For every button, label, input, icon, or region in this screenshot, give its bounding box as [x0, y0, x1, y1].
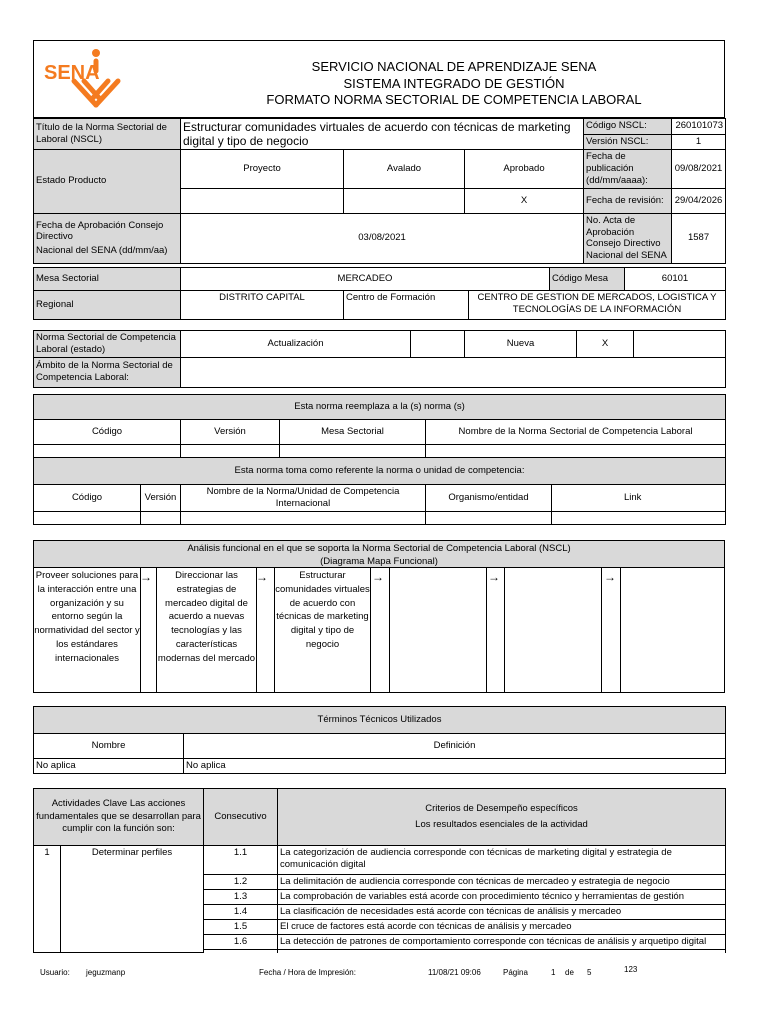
fecha-aprobacion-value: 03/08/2021	[181, 213, 584, 264]
footer-extra: 123	[624, 965, 638, 974]
table-row	[34, 846, 726, 875]
footer-de-label: de	[565, 968, 574, 977]
sena-logo	[40, 47, 152, 115]
header-line-2: SISTEMA INTEGRADO DE GESTIÓN	[343, 76, 565, 91]
nueva-mark: X	[577, 331, 634, 358]
title-value: Estructurar comunidades virtuales de acuerdo con técnicas de marketing digital y tipo de negocio	[181, 119, 584, 150]
centro-value: CENTRO DE GESTION DE MERCADOS, LOGISTICA Y TECNOLOGÍAS DE LA INFORMACIÓN	[469, 291, 726, 320]
function-box-5	[504, 568, 602, 693]
norma-estado-label: Norma Sectorial de Competencia Laboral (estado)	[34, 331, 181, 358]
referente-cell	[34, 511, 141, 524]
function-box-6	[620, 568, 724, 693]
arrow-icon: →	[256, 570, 268, 584]
fecha-revision-value: 29/04/2026	[672, 188, 726, 213]
terminos-title: Términos Técnicos Utilizados	[34, 707, 726, 734]
referente-col-nombre: Nombre de la Norma/Unidad de Competencia Internacional	[181, 485, 426, 512]
fecha-revision-label: Fecha de revisión:	[584, 188, 672, 213]
referente-col-codigo: Código	[34, 485, 141, 512]
function-box-3: Estructurar comunidades virtuales de acuerdo con técnicas de marketing digital y tipo de negocio	[274, 568, 371, 693]
version-label: Versión NSCL:	[584, 134, 672, 150]
consecutivo-cell: 1.3	[204, 890, 278, 905]
header-line-3: FORMATO NORMA SECTORIAL DE COMPETENCIA LABORAL	[266, 92, 642, 107]
regional-label: Regional	[34, 291, 181, 320]
referente-col-link: Link	[552, 485, 726, 512]
reemplaza-cell	[280, 445, 426, 458]
svg-text:SENA: SENA	[44, 62, 100, 84]
criterio-cell: La clasificación de necesidades está acorde con técnicas de análisis y mercadeo	[278, 905, 726, 920]
codigo-mesa-label: Código Mesa	[550, 268, 625, 291]
codigo-label: Código NSCL:	[584, 119, 672, 135]
reemplaza-cell	[34, 445, 181, 458]
reemplaza-title: Esta norma reemplaza a la (s) norma (s)	[34, 395, 726, 420]
criterio-cell: La delimitación de audiencia corresponde con técnicas de mercadeo y estrategia de negocio	[278, 875, 726, 890]
acta-value: 1587	[672, 213, 726, 264]
consecutivo-header: Consecutivo	[204, 789, 278, 846]
reemplaza-cell	[426, 445, 726, 458]
consecutivo-cell: 1.5	[204, 920, 278, 935]
avalado-header: Avalado	[344, 150, 465, 189]
footer-fecha-value: 11/08/21 09:06	[428, 968, 481, 977]
reemplaza-col-codigo: Código	[34, 420, 181, 445]
estado-label: Estado Producto	[34, 150, 181, 214]
fecha-publicacion-value: 09/08/2021	[672, 150, 726, 189]
criterio-cell: La comprobación de variables está acorde con procedimiento técnico y herramientas de gestión	[278, 890, 726, 905]
title-label: Título de la Norma Sectorial de Laboral (NSCL)	[34, 119, 181, 150]
ambito-value	[181, 357, 726, 387]
referente-col-organismo: Organismo/entidad	[426, 485, 552, 512]
norma-table	[33, 330, 726, 388]
reemplaza-cell	[181, 445, 280, 458]
mesa-value: MERCADEO	[181, 268, 550, 291]
codigo-mesa-value: 60101	[625, 268, 726, 291]
mesa-label: Mesa Sectorial	[34, 268, 181, 291]
consecutivo-cell: 1.2	[204, 875, 278, 890]
aprobado-mark: X	[465, 188, 584, 213]
referente-cell	[552, 511, 726, 524]
functional-map-title: Análisis funcional en el que se soporta la Norma Sectorial de Competencia Laboral (NSCL) (Diagrama Mapa Funcional)	[34, 541, 724, 568]
norma-empty-cell	[634, 331, 726, 358]
codigo-value: 260101073	[672, 119, 726, 135]
criterio-cell: La detección de patrones de comportamiento corresponde con técnicas de análisis y arquetipo digital	[278, 935, 726, 950]
functional-map	[33, 540, 725, 693]
function-box-1: Proveer soluciones para la interacción entre una organización y su entorno según la normatividad del sector y los estándares internacionales	[34, 568, 141, 693]
arrow-icon: →	[140, 570, 152, 584]
footer-pagina-value: 1	[551, 968, 556, 977]
consecutivo-cell: 1.4	[204, 905, 278, 920]
avalado-cell	[344, 188, 465, 213]
proyecto-cell	[181, 188, 344, 213]
terminos-table	[33, 706, 726, 774]
reemplaza-table	[33, 394, 726, 525]
terminos-definicion-header: Definición	[184, 734, 726, 759]
criterios-header: Criterios de Desempeño específicos Los resultados esenciales de la actividad	[278, 789, 726, 846]
consecutivo-cell: 1.1	[204, 846, 278, 875]
fecha-publicacion-label: Fecha de publicación (dd/mm/aaaa):	[584, 150, 672, 189]
actualizacion-label: Actualización	[181, 331, 411, 358]
actividad-num: 1	[34, 846, 61, 953]
terminos-nombre-header: Nombre	[34, 734, 184, 759]
regional-value: DISTRITO CAPITAL	[181, 291, 344, 320]
consecutivo-cell: 1.6	[204, 935, 278, 950]
referente-cell	[181, 511, 426, 524]
referente-title: Esta norma toma como referente la norma o unidad de competencia:	[34, 458, 726, 485]
criterio-cell: El cruce de factores está acorde con técnicas de análisis y mercadeo	[278, 920, 726, 935]
version-value: 1	[672, 134, 726, 150]
arrow-icon: →	[372, 570, 384, 584]
centro-label: Centro de Formación	[344, 291, 469, 320]
mesa-table	[33, 267, 726, 320]
acta-label: No. Acta de Aprobación Consejo Directivo Nacional del SENA	[584, 213, 672, 264]
fecha-aprobacion-label: Fecha de Aprobación Consejo Directivo Nacional del SENA (dd/mm/aa)	[34, 213, 181, 264]
ambito-label: Ámbito de la Norma Sectorial de Competencia Laboral:	[34, 357, 181, 387]
footer-pagina-label: Página	[503, 968, 528, 977]
referente-cell	[426, 511, 552, 524]
proyecto-header: Proyecto	[181, 150, 344, 189]
aprobado-header: Aprobado	[465, 150, 584, 189]
header-line-1: SERVICIO NACIONAL DE APRENDIZAJE SENA	[311, 59, 597, 74]
actualizacion-cell	[411, 331, 465, 358]
arrow-icon: →	[488, 570, 500, 584]
footer-usuario-value: jeguzmanp	[86, 968, 126, 977]
document-header	[33, 40, 725, 118]
referente-col-version: Versión	[141, 485, 181, 512]
function-box-2: Direccionar las estrategias de mercadeo digital de acuerdo a nuevas tecnologías y las características modernas del mercado	[156, 568, 257, 693]
terminos-definicion-value: No aplica	[184, 759, 726, 774]
actividades-table	[33, 788, 726, 953]
footer-fecha-label: Fecha / Hora de Impresión:	[259, 968, 356, 977]
reemplaza-col-nombre: Nombre de la Norma Sectorial de Competencia Laboral	[426, 420, 726, 445]
actividad-name: Determinar perfiles	[61, 846, 204, 953]
arrow-icon: →	[604, 570, 616, 584]
info-table	[33, 118, 726, 264]
reemplaza-col-version: Versión	[181, 420, 280, 445]
referente-cell	[141, 511, 181, 524]
actividades-header: Actividades Clave Las acciones fundamentales que se desarrollan para cumplir con la función son:	[34, 789, 204, 846]
reemplaza-col-mesa: Mesa Sectorial	[280, 420, 426, 445]
function-box-4	[389, 568, 487, 693]
nueva-label: Nueva	[465, 331, 577, 358]
footer-usuario-label: Usuario:	[40, 968, 70, 977]
criterio-cell: La categorización de audiencia corresponde con técnicas de marketing digital y estrategia de comunicación digital	[278, 846, 726, 875]
footer-total-value: 5	[587, 968, 592, 977]
terminos-nombre-value: No aplica	[34, 759, 184, 774]
